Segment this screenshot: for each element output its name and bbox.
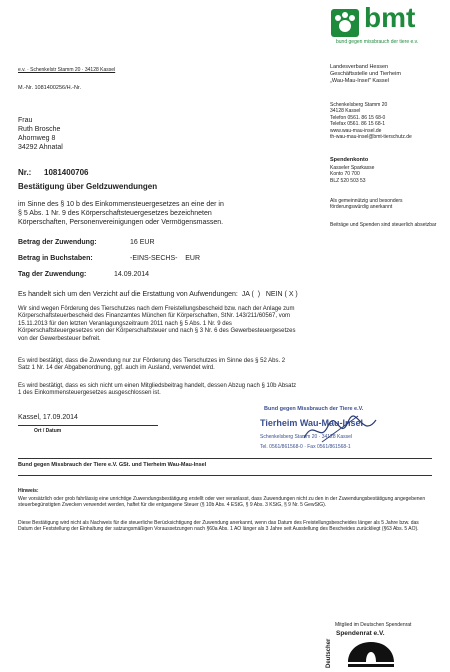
donation-date-value: 14.09.2014: [114, 271, 150, 278]
spendenrat-seal-icon: [346, 640, 396, 670]
stamp-line: Bund gegen Missbrauch der Tiere e.V.: [264, 406, 364, 412]
doc-number: 1081400706: [44, 168, 89, 177]
contact-block: [330, 102, 412, 140]
intro-line: im Sinne des § 10 b des Einkommensteuergesetzes an eine der in: [18, 201, 224, 208]
bank-title: Spendenkonto: [330, 157, 369, 163]
place-date: Kassel, 17.09.2014: [18, 414, 78, 421]
footer-org: Bund gegen Missbrauch der Tiere e.V. GSt. und Tierheim Wau-Mau-Insel: [18, 462, 207, 468]
validity-notice: Diese Bestätigung wird nicht als Nachweis für die steuerliche Berücksichtigung der Zuwendung anerkannt, wenn das Datum des Freistellungsbescheides länger als 5 Jahre bzw. das Datum der Feststellung der Einhaltung der satzungsmäßigen Voraussetzungen nach §60a Abs. 1 AO länger als 3 Jahre seit Ausstellung des Bescheides zurückliegt (§63 Abs. 5 AO).: [18, 520, 419, 533]
stamp-line: Schenkelsberg Stamm 20 · 34128 Kassel: [260, 434, 352, 440]
org-line: Landesverband Hessen: [330, 64, 389, 70]
doc-number-label: Nr.:: [18, 168, 32, 177]
logo-tagline: bund gegen missbrauch der tiere e.v.: [336, 39, 419, 45]
paragraph-line: Wir sind wegen Förderung des Tierschutzes nach dem Freistellungsbescheid bzw. nach der Anlage zum: [18, 306, 295, 312]
paragraph-line: 1 des Einkommensteuergesetzes ausgeschlossen ist.: [18, 390, 161, 397]
paragraph-line: Es wird bestätigt, dass es sich nicht um einen Mitgliedsbeitrag handelt, dessen Abzug nach § 10b Absatz: [18, 383, 297, 389]
membership-paragraph: [18, 383, 296, 398]
recipient-line: Ruth Brosche: [18, 126, 61, 133]
exemption-paragraph: [18, 306, 296, 343]
paragraph-line: Körperschaftsteuerbescheid des Finanzamtes München für Körperschaften, StNr. 143/211/60567, vom: [18, 313, 291, 320]
bank-line: Konto 70 700: [330, 171, 360, 178]
amount-words-value: -EINS-SECHS- EUR: [130, 255, 201, 262]
intro-line: Körperschaften, Personenvereinigungen oder Vermögensmassen.: [18, 219, 224, 226]
purpose-paragraph: [18, 358, 285, 373]
amount-label: Betrag der Zuwendung:: [18, 239, 97, 246]
recipient-address: [18, 116, 63, 152]
sender-line: e.v. · Schenkelstr Stamm 20 · 34128 Kassel: [18, 67, 116, 73]
nonprofit-note: Als gemeinnützig und besonders förderungswürdig anerkannt: [330, 198, 403, 211]
recipient-line: Ahornweg 8: [18, 135, 56, 142]
paragraph-line: Es wird bestätigt, dass die Zuwendung nur zur Förderung des Tierschutzes im Sinne des § 52 Abs. 2: [18, 358, 286, 364]
bank-line: BLZ 520 503 53: [330, 177, 366, 184]
liability-notice: Wer vorsätzlich oder grob fahrlässig eine unrichtige Zuwendungsbestätigung erstellt oder wer veranlasst, dass Zuwendungen nicht zu den in der Zuwendungsbestätigung angegebenen steuerbegünstigten Zwecken verwendet werden, haftet für die entgangene Steuer (§ 10b Abs. 4 EStG, § 9 Abs. 3 KStG, § 9 Nr. 5 GewStG).: [18, 496, 426, 509]
contact-line: Schenkelsberg Stamm 20: [330, 102, 388, 108]
intro-line: § 5 Abs. 1 Nr. 9 des Körperschaftsteuergesetzes bezeichneten: [18, 210, 212, 217]
contact-line: 34128 Kassel: [330, 108, 361, 115]
place-date-rule: [18, 425, 158, 426]
place-date-label: Ort / Datum: [34, 428, 62, 434]
paw-animal-icon: [330, 8, 360, 38]
amount-words-label: Betrag in Buchstaben:: [18, 255, 93, 262]
spendenrat-membership: Mitglied im Deutschen Spendenrat: [335, 622, 412, 628]
contact-line: Telefon 0561. 86 15 68-0: [330, 114, 386, 121]
footer-rule-top: [18, 458, 432, 459]
tax-note: Beiträge und Spenden sind steuerlich absetzbar: [330, 222, 437, 228]
spendenrat-name: Spendenrat e.V.: [336, 630, 385, 637]
notice-title: Hinweis:: [18, 488, 39, 494]
expense-waiver: Es handelt sich um den Verzicht auf die Erstattung von Aufwendungen: JA ( ) NEIN ( X ): [18, 291, 298, 298]
stamp-line: Tierheim Wau-Mau-Insel: [260, 418, 364, 428]
contact-line: www.wau-mau-insel.de: [330, 127, 382, 134]
paragraph-line: Körperschaftsteuergesetzes von der Körperschaftsteuer und nach § 3 Nr. 6 des Gewerbesteuergesetzes: [18, 328, 296, 335]
spendenrat-vertical: Deutscher: [326, 638, 332, 668]
reference-number: M.-Nr. 1081400256/H.-Nr.: [18, 85, 81, 91]
paragraph-line: Satz 1 Nr. 14 der Abgabenordnung, ggf. auch im Ausland, verwendet wird.: [18, 365, 215, 372]
contact-line: Telefax 0561. 86 15 68-1: [330, 121, 386, 128]
paragraph-line: 15.11.2013 für den letzten Veranlagungszeitraum 2011 nach § 5 Abs. 1 Nr. 9 des: [18, 320, 232, 327]
contact-line: th-wau-mau-insel@bmt-tierschutz.de: [330, 134, 412, 141]
doc-title: Bestätigung über Geldzuwendungen: [18, 182, 158, 191]
bank-block: [330, 165, 374, 184]
recipient-line: 34292 Ahnatal: [18, 144, 63, 151]
bank-line: Kasseler Sparkasse: [330, 165, 375, 171]
amount-value: 16 EUR: [130, 239, 155, 246]
org-line: „Wau-Mau-Insel" Kassel: [330, 78, 389, 84]
donation-date-label: Tag der Zuwendung:: [18, 271, 87, 278]
signature-icon: [300, 412, 380, 448]
paragraph-line: von der Gewerbesteuer befreit.: [18, 335, 101, 342]
bmt-logo: [330, 2, 442, 46]
org-line: Geschäftsstelle und Tierheim: [330, 71, 401, 77]
logo-brand: bmt: [364, 2, 416, 33]
intro-text: [18, 200, 224, 227]
org-block: [330, 64, 401, 85]
footer-rule-bottom: [18, 475, 432, 476]
stamp-line: Tel. 0561/861568-0 · Fax 0561/861568-1: [260, 444, 351, 450]
recipient-line: Frau: [18, 117, 33, 124]
